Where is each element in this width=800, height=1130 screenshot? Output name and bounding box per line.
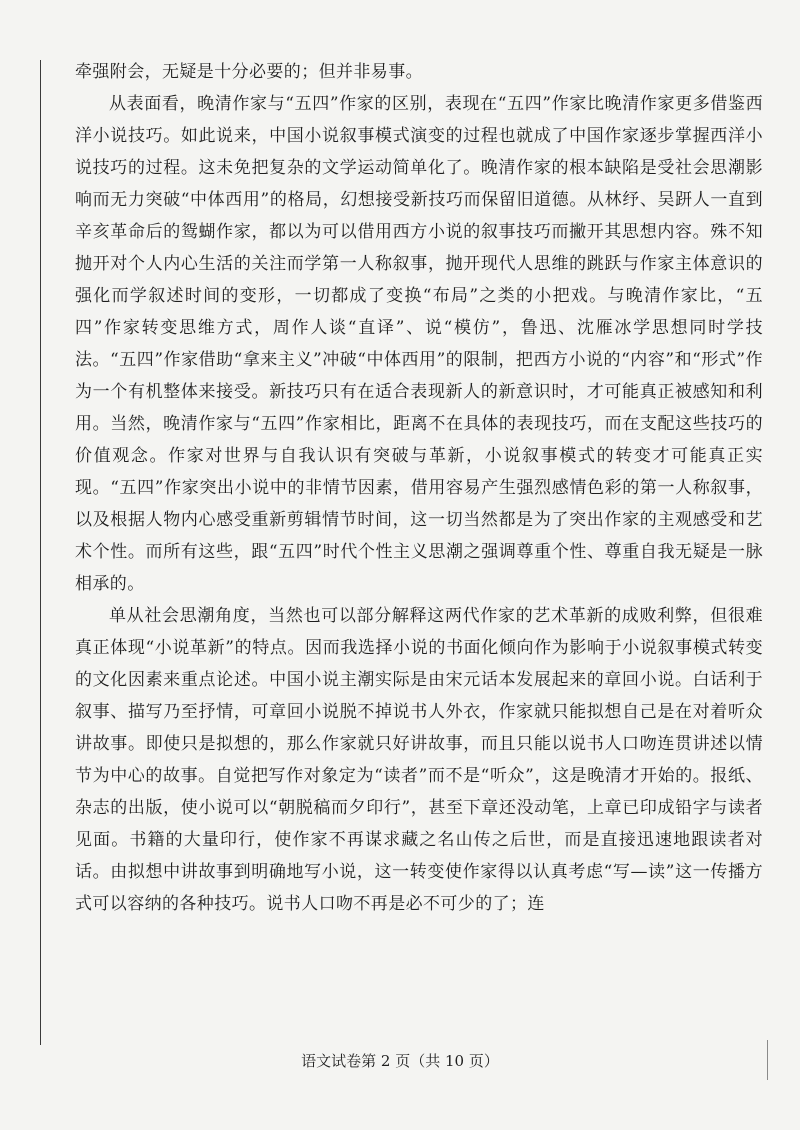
article-body bbox=[75, 56, 763, 920]
paragraph-1: 牵强附会，无疑是十分必要的；但并非易事。 bbox=[75, 62, 423, 82]
left-margin-rule bbox=[40, 60, 41, 1045]
paragraph-3: 单从社会思潮角度，当然也可以部分解释这两代作家的艺术革新的成败利弊，但很难真正体现“小说革新”的特点。因而我选择小说的书面化倾向作为影响于小说叙事模式转变的文化因素来重点论述。中国小说主潮实际是由宋元话本发展起来的章回小说。白话利于叙事、描写乃至抒情，可章回小说脱不掉说书人外衣，作家就只能拟想自己是在对着听众讲故事。即使只是拟想的，那么作家就只好讲故事，而且只能以说书人口吻连贯讲述以情节为中心的故事。自觉把写作对象定为“读者”而不是“听众”，这是晚清才开始的。报纸、杂志的出版，使小说可以“朝脱稿而夕印行”，甚至下章还没动笔，上章已印成铅字与读者见面。书籍的大量印行，使作家不再谋求藏之名山传之后世，而是直接迅速地跟读者对话。由拟想中讲故事到明确地写小说，这一转变使作家得以认真考虑“写—读”这一传播方式可以容纳的各种技巧。说书人口吻不再是必不可少的了；连 bbox=[75, 606, 763, 914]
page-footer: 语文试卷第 2 页（共 10 页） bbox=[301, 1052, 499, 1070]
paragraph-2: 从表面看，晚清作家与“五四”作家的区别，表现在“五四”作家比晚清作家更多借鉴西洋小说技巧。如此说来，中国小说叙事模式演变的过程也就成了中国作家逐步掌握西洋小说技巧的过程。这未免把复杂的文学运动简单化了。晚清作家的根本缺陷是受社会思潮影响而无力突破“中体西用”的格局，幻想接受新技巧而保留旧道德。从林纾、吴趼人一直到辛亥革命后的鸳蝴作家，都以为可以借用西方小说的叙事技巧而撇开其思想内容。殊不知抛开对个人内心生活的关注而学第一人称叙事，抛开现代人思维的跳跃与作家主体意识的强化而学叙述时间的变形，一切都成了变换“布局”之类的小把戏。与晚清作家比，“五四”作家转变思维方式，周作人谈“直译”、说“模仿”，鲁迅、沈雁冰学思想同时学技法。“五四”作家借助“拿来主义”冲破“中体西用”的限制，把西方小说的“内容”和“形式”作为一个有机整体来接受。新技巧只有在适合表现新人的新意识时，才可能真正被感知和利用。当然，晚清作家与“五四”作家相比，距离不在具体的表现技巧，而在支配这些技巧的价值观念。作家对世界与自我认识有突破与革新，小说叙事模式的转变才可能真正实现。“五四”作家突出小说中的非情节因素，借用容易产生强烈感情色彩的第一人称叙事，以及根据人物内心感受重新剪辑情节时间，这一切当然都是为了突出作家的主观感受和艺术个性。而所有这些，跟“五四”时代个性主义思潮之强调尊重个性、尊重自我无疑是一脉相承的。 bbox=[75, 94, 763, 594]
